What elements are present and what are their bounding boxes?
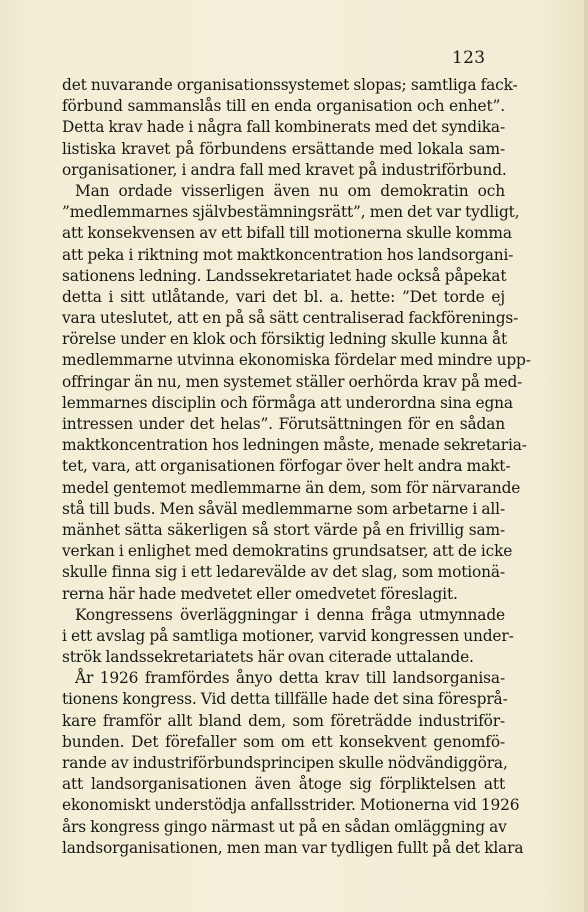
text-line: att peka i riktning mot maktkoncentration hos landsorgani- xyxy=(62,245,514,264)
text-line: Detta krav hade i några fall kombinerats med det syndika- xyxy=(62,118,505,137)
text-line: medlemmarne utvinna ekonomiska fördelar med mindre upp- xyxy=(62,351,531,370)
text-line: i ett avslag på samtliga motioner, varvid kongressen under- xyxy=(62,626,514,645)
text-line: ”medlemmarnes självbestämningsrätt”, men det var tydligt, xyxy=(62,203,520,222)
text-line: tet, vara, att organisationen förfogar över helt andra makt- xyxy=(62,457,511,476)
text-line: års kongress gingo närmast ut på en sådan omläggning av xyxy=(62,817,507,836)
text-line: verkan i enlighet med demokratins grundsatser, att de icke xyxy=(62,542,513,561)
text-line: detta i sitt utlåtande, vari det bl. a. hette: ”Det torde ej xyxy=(62,287,505,306)
text-line: stå till buds. Men såväl medlemmarne som arbetarne i all- xyxy=(62,499,505,518)
text-line: bunden. Det förefaller som om ett konsekvent genomfö- xyxy=(62,732,505,751)
text-line: År 1926 framfördes ånyo detta krav till landsorganisa- xyxy=(75,669,505,688)
text-line: tionens kongress. Vid detta tillfälle hade det sina föresprå- xyxy=(62,690,508,709)
text-line: att konsekvensen av ett bifall till motionerna skulle komma xyxy=(62,224,512,243)
text-line: lemmarnes disciplin och förmåga att underordna sina egna xyxy=(62,393,513,412)
text-line: rörelse under en klok och försiktig ledning skulle kunna åt xyxy=(62,330,508,349)
text-line: sationens ledning. Landssekretariatet hade också påpekat xyxy=(62,266,507,285)
text-line: ekonomiskt understödja anfallsstrider. Motionerna vid 1926 xyxy=(62,796,520,815)
text-line: organisationer, i andra fall med kravet på industriförbund. xyxy=(62,160,507,179)
text-line: listiska kravet på förbundens ersättande med lokala sam- xyxy=(62,139,505,158)
text-line: skulle finna sig i ett ledarevälde av det slag, som motionä- xyxy=(62,563,505,582)
text-line: förbund sammanslås till en enda organisation och enhet”. xyxy=(62,97,505,116)
text-line: vara uteslutet, att en på så sätt centraliserad fackförenings- xyxy=(62,309,519,328)
text-line: mänhet sätta säkerligen så stort värde på en frivillig sam- xyxy=(62,520,505,539)
text-line: Man ordade visserligen även nu om demokratin och xyxy=(75,181,505,200)
text-line: offringar än nu, men systemet ställer oerhörda krav på med- xyxy=(62,372,523,391)
text-line: att landsorganisationen även åtoge sig förpliktelsen att xyxy=(62,775,505,794)
page-edge xyxy=(584,0,588,912)
body-text xyxy=(62,75,531,859)
text-line: Kongressens överläggningar i denna fråga utmynnade xyxy=(75,605,505,624)
text-line: rande av industriförbundsprincipen skulle nödvändiggöra, xyxy=(62,754,508,772)
text-line: strök landssekretariatets här ovan citerade uttalande. xyxy=(62,648,474,667)
text-line: kare framför allt bland dem, som företrädde industriför- xyxy=(62,711,505,730)
text-line: intressen under det helas”. Förutsättningen för en sådan xyxy=(62,415,505,433)
text-line: det nuvarande organisationssystemet slopas; samtliga fack- xyxy=(62,76,518,94)
text-line: maktkoncentration hos ledningen måste, menade sekretaria- xyxy=(62,436,527,455)
text-line: rerna här hade medvetet eller omedvetet föreslagit. xyxy=(62,584,458,603)
text-line: medel gentemot medlemmarne än dem, som för närvarande xyxy=(62,478,521,497)
page-number: 123 xyxy=(452,48,486,68)
text-line: landsorganisationen, men man var tydligen fullt på det klara xyxy=(62,838,524,857)
